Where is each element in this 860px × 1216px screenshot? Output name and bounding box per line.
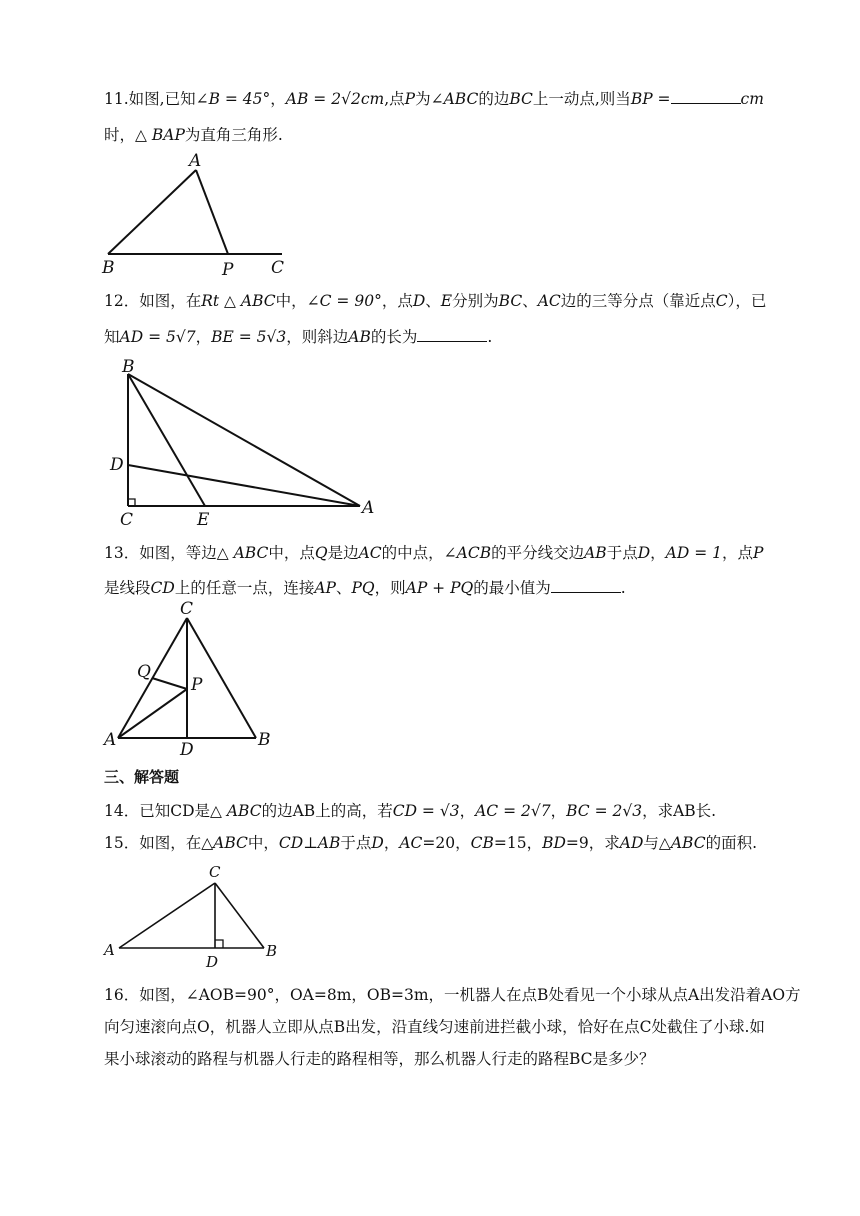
math: AP (314, 579, 336, 597)
label-e: E (197, 510, 210, 530)
text: 13．如图，等边 (104, 544, 217, 562)
label-p: P (191, 675, 203, 695)
text: 与△ (643, 834, 671, 852)
text: 的最小值为 (473, 579, 551, 597)
q16-line-1: 16．如图，∠AOB=90°，OA=8m，OB=3m，一机器人在点B处看见一个小球从点A出发沿着AO方 (104, 986, 801, 1004)
text: ， (383, 834, 400, 852)
math: AB (584, 544, 607, 562)
label-c: C (180, 599, 194, 619)
text: ， (550, 802, 567, 820)
text: 是线段 (104, 579, 151, 597)
text: =9，求 (565, 834, 620, 852)
label-b: B (122, 357, 135, 377)
math: BE = 5√3 (211, 328, 287, 346)
label-d: D (180, 740, 194, 760)
label-a: A (189, 151, 202, 171)
text: ⊥ (303, 834, 318, 852)
text: ，点 (381, 292, 413, 310)
text: 中， (275, 292, 307, 310)
text: . (620, 579, 626, 597)
text: 、 (425, 292, 441, 310)
label-c: C (209, 863, 221, 881)
math: D (412, 292, 426, 310)
section-heading: 三、解答题 (104, 768, 180, 786)
label-p: P (222, 260, 234, 280)
math: ABC (670, 834, 706, 852)
text: 中， (247, 834, 279, 852)
text: ，点 (722, 544, 754, 562)
q16-line-2: 向匀速滚向点O，机器人立即从点B出发，沿直线匀速前进拦截小球，恰好在点C处截住了小球.如 (104, 1018, 765, 1036)
text: 14．已知CD是 (104, 802, 211, 820)
segment-ap (196, 170, 228, 254)
math: P (753, 544, 764, 562)
math: BC (509, 90, 533, 108)
math: AP + PQ (405, 579, 474, 597)
text: 15．如图，在△ (104, 834, 214, 852)
right-angle-mark (215, 940, 223, 948)
text: ， (650, 544, 666, 562)
text: 于点 (606, 544, 638, 562)
label-d: D (110, 455, 124, 475)
segment-ac (119, 883, 215, 948)
math: ABC (213, 834, 248, 852)
text: 于点 (340, 834, 372, 852)
text: 是边 (327, 544, 359, 562)
label-b: B (266, 942, 278, 960)
figure-q12 (109, 357, 374, 530)
text: 时， (104, 126, 136, 144)
math: ∠ABC (430, 90, 479, 108)
math: CD (278, 834, 304, 852)
segment-ba (108, 170, 196, 254)
text: 的长为 (370, 328, 418, 346)
math: P (404, 90, 416, 108)
text: =20， (422, 834, 471, 852)
text: ，则 (374, 579, 406, 597)
text: 上的任意一点，连接 (174, 579, 315, 597)
math: BC (498, 292, 523, 310)
math: AB (348, 328, 371, 346)
math: CD = √3 (392, 802, 460, 820)
math: C (715, 292, 728, 310)
math: Q (314, 544, 328, 562)
text: 边的三等分点（靠近点 (560, 292, 716, 310)
segment-be (128, 374, 205, 506)
text: 中，点 (268, 544, 315, 562)
math: PQ (351, 579, 375, 597)
text: 的边 (478, 90, 510, 108)
text: ，求AB长. (642, 802, 717, 820)
text: ， (459, 802, 476, 820)
math: Rt △ ABC (201, 292, 276, 310)
text: ， (195, 328, 212, 346)
math: AC = 2√7 (475, 802, 551, 820)
math: ∠B = 45° (195, 90, 271, 108)
math: AB = 2√2cm (285, 90, 385, 108)
math: CB (470, 834, 494, 852)
math: AC (399, 834, 423, 852)
figure-q13 (102, 599, 271, 760)
math: D (637, 544, 651, 562)
figure-q11 (101, 151, 284, 280)
math: BC = 2√3 (566, 802, 643, 820)
label-c: C (120, 510, 134, 530)
label-a: A (104, 730, 117, 750)
math: ∠C = 90° (306, 292, 382, 310)
text: 的中点， (381, 544, 444, 562)
label-a: A (104, 941, 115, 959)
text: 的边AB上的高，若 (261, 802, 393, 820)
text: =15， (493, 834, 543, 852)
segment-qp (152, 678, 187, 689)
text: ），已 (727, 292, 767, 310)
math: AD = 5√7 (119, 328, 196, 346)
text: 上一动点,则当 (532, 90, 631, 108)
math: AD (619, 834, 644, 852)
text: 12．如图，在 (104, 292, 202, 310)
label-q: Q (137, 662, 151, 682)
label-b: B (258, 730, 271, 750)
label-d: D (206, 953, 219, 971)
text: 、 (335, 579, 352, 597)
math: E (440, 292, 453, 310)
math: ∠ACB (443, 544, 492, 562)
text: 11.如图,已知 (104, 90, 196, 108)
math: △ ABC (210, 802, 262, 820)
right-angle-mark (128, 499, 135, 506)
math: cm (740, 90, 764, 108)
label-b: B (102, 258, 115, 278)
text: 为 (415, 90, 431, 108)
math: AC (537, 292, 561, 310)
text: 、 (522, 292, 538, 310)
math: BD (542, 834, 566, 852)
text: 分别为 (452, 292, 499, 310)
math: △ BAP (135, 126, 185, 144)
segment-cb (215, 883, 264, 948)
math: AB (317, 834, 341, 852)
segment-ap (118, 689, 187, 738)
math: AC (358, 544, 382, 562)
math: BP = (630, 90, 671, 108)
q16-line-3: 果小球滚动的路程与机器人行走的路程相等，那么机器人行走的路程BC是多少？ (104, 1050, 655, 1068)
math: D (371, 834, 384, 852)
text: ， (270, 90, 286, 108)
label-c: C (271, 258, 285, 278)
text: ，则斜边 (286, 328, 349, 346)
math: △ ABC (216, 544, 269, 562)
text: 知 (104, 328, 120, 346)
text: . (487, 328, 493, 346)
text: 的平分线交边 (491, 544, 585, 562)
text: 为直角三角形. (184, 126, 283, 144)
label-a: A (362, 498, 375, 518)
text: 的面积. (705, 834, 757, 852)
math: CD (150, 579, 175, 597)
text: ,点 (384, 90, 405, 108)
math: AD = 1 (665, 544, 722, 562)
figure-q15 (102, 863, 277, 971)
